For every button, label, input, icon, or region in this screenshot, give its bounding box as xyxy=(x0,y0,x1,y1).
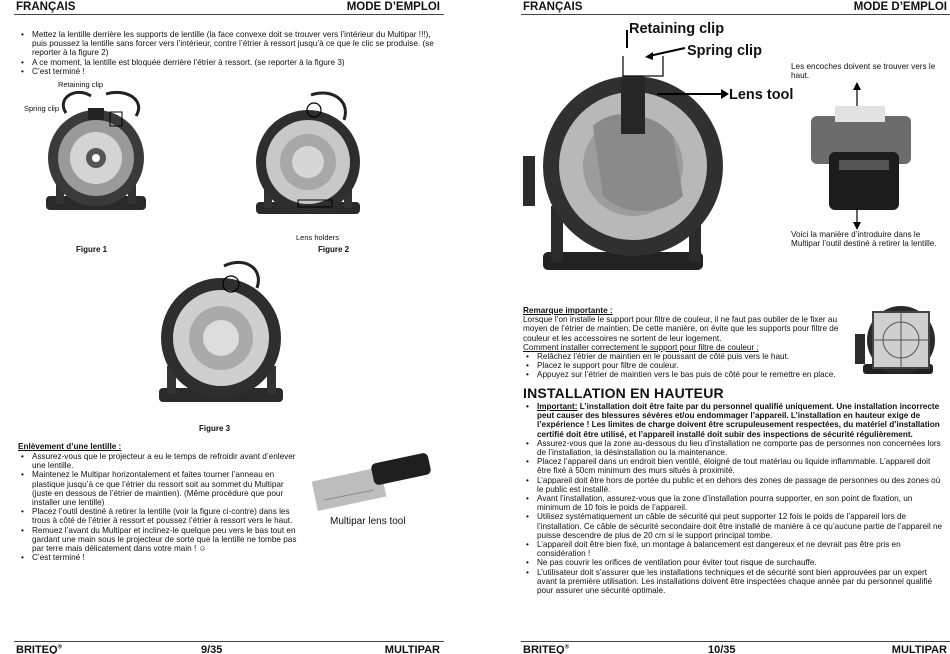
notch-note: Les encoches doivent se trouver vers le haut. xyxy=(791,62,936,81)
filter-title: Comment installer correctement le support pour filtre de couleur : xyxy=(523,342,759,352)
list-item: • Placez l’outil destiné à retirer la lentille (voir la figure ci-contre) dans les trous à côté de l’étrier à ressort et poussez l’étrier à ressort vers le haut. xyxy=(18,507,303,525)
footer-model: MULTIPAR xyxy=(384,644,440,654)
section-title-installation: INSTALLATION EN HAUTEUR xyxy=(523,385,724,401)
list-item: • Utilisez systématiquement un câble de sécurité qui peut supporter 12 fois le poids de l’appareil lors de l’installation. Ce câble de sécurité secondaire doit être installé de manière à ce qu’aucune partie de l’appareil ne puisse descendre de plus de 20 cm si le support principal tombe. xyxy=(523,512,943,540)
figure1-caption: Figure 1 xyxy=(76,245,108,254)
list-item: • L’appareil doit être bien fixé, un montage à balancement est dangereux et ne devrait pas être pris en considération ! xyxy=(523,540,943,558)
list-item: • Appuyez sur l’étrier de maintien vers le bas puis de côté pour le remettre en place. xyxy=(523,370,845,379)
list-item: • Mettez la lentille derrière les supports de lentille (la face convexe doit se trouver vers l’intérieur du Multipar !!!), puis poussez la lentille sans forcer vers l’intérieur, contre l’étrier à ressort jusqu’à ce que le clic se produise. (se reporter à la figure 2) xyxy=(18,30,436,58)
footer-page-number: 9/35 xyxy=(201,644,223,654)
list-item: • Remuez l’avant du Multipar et inclinez-le quelque peu vers le bas tout en gardant une main sous le projecteur de sorte que la lentille ne tombe pas par terre mais délicatement dans votre main ! ☺ xyxy=(18,526,303,554)
list-item: • Avant l’installation, assurez-vous que la zone d’installation pourra supporter, en son point de fixation, un minimum de 10 fois le poids de l’appareil. xyxy=(523,494,943,512)
figure2-caption: Figure 2 xyxy=(318,245,350,254)
list-item: • L’appareil doit être hors de portée du public et en dehors des zones de passage de personnes ou des zones où le public est installé. xyxy=(523,476,943,494)
insertion-note: Voici la manière d’introduire dans le Multipar l’outil destiné à retirer la lentille. xyxy=(791,230,937,249)
remark-block xyxy=(523,306,845,380)
important-label: Important: xyxy=(537,402,578,411)
label-multipar-lens-tool: Multipar lens tool xyxy=(330,516,406,527)
figure3-caption: Figure 3 xyxy=(199,424,231,433)
list-item: • A ce moment, la lentille est bloquée derrière l’étrier à ressort. (se reporter à la figure 3) xyxy=(18,58,436,67)
list-item: • C’est terminé ! xyxy=(18,67,436,76)
header-language: FRANÇAIS xyxy=(523,1,583,13)
list-item: • Maintenez le Multipar horizontalement et faites tourner l’anneau en plastique jusqu’à ce que l’étrier du ressort soit au sommet du Multipar (juste en dessous de l’étrier de maintien). (Même procédure que pour installer une lentille) xyxy=(18,470,303,507)
footer-page-number: 10/35 xyxy=(708,644,736,654)
label-spring-clip: Spring clip xyxy=(687,43,762,59)
remark-title: Remarque importante : xyxy=(523,306,613,315)
label-lens-tool: Lens tool xyxy=(729,87,794,103)
label-retaining-clip: Retaining clip xyxy=(58,80,104,89)
page-header xyxy=(521,0,950,15)
header-title: MODE D’EMPLOI xyxy=(346,1,440,13)
color-filter-holder-photo xyxy=(853,302,945,388)
figure2-lamp-photo xyxy=(236,90,376,230)
removal-list xyxy=(18,452,303,562)
page-header xyxy=(14,0,444,15)
removal-title: Enlèvement d’une lentille : xyxy=(18,442,122,451)
list-item-important xyxy=(523,402,943,439)
label-retaining-clip: Retaining clip xyxy=(629,21,725,37)
header-language: FRANÇAIS xyxy=(16,1,76,13)
remark-text: Lorsque l’on installe le support pour filtre de couleur, il ne faut pas oublier de le fixer au moyen de l’étrier de maintien. De cette manière, on évite que les supports pour filtre de couleur et les accessoires ne sortent de leur logement. xyxy=(523,315,839,343)
right-page xyxy=(521,0,950,654)
intro-list xyxy=(18,30,436,76)
filter-list xyxy=(523,352,845,380)
important-text: L’installation doit être faite par du personnel qualifié uniquement. Une installation incorrecte peut causer des blessures sévères et/ou endommager l’appareil. L’installation en hauteur exige de l’expérience ! Les limites de charge doivent être scrupuleusement respectées, du matériel d’installation certifié doit être utilisé, et l’appareil installé doit subir des inspections de sécurité régulièrement. xyxy=(537,402,940,439)
list-item: • C’est terminé ! xyxy=(18,553,303,562)
header-title: MODE D’EMPLOI xyxy=(853,1,947,13)
list-item: • Relâchez l’étrier de maintien en le poussant de côté puis vers le haut. xyxy=(523,352,845,361)
installation-list xyxy=(523,402,943,595)
lens-tool-detail-photo xyxy=(807,82,927,232)
list-item: • Assurez-vous que la zone au-dessous du lieu d’installation ne comporte pas de personnes non concernées lors de l’installation, la désinstallation ou la maintenance. xyxy=(523,439,943,457)
label-spring-clip: Spring clip xyxy=(24,104,60,113)
list-item: • Placez le support pour filtre de couleur. xyxy=(523,361,845,370)
list-item: • Placez l’appareil dans un endroit bien ventilé, éloigné de tout matériau ou liquide inflammable. L’appareil doit être fixé à 50cm minimum des murs situés à proximité. xyxy=(523,457,943,475)
list-item: • L’utilisateur doit s’assurer que les installations techniques et de sécurité sont bien approuvées par un expert avant la première utilisation. Les installations doivent être inspectées chaque année par du personnel qualifié pour assurer une sécurité optimale. xyxy=(523,568,943,596)
page-footer xyxy=(14,641,444,654)
left-page xyxy=(14,0,444,654)
lens-tool-photo xyxy=(304,452,436,514)
label-lens-holders: Lens holders xyxy=(296,233,339,242)
footer-brand: BRITEQ® xyxy=(16,644,62,654)
footer-model: MULTIPAR xyxy=(891,644,947,654)
callout-arrows xyxy=(617,26,745,100)
page-footer xyxy=(521,641,950,654)
footer-brand: BRITEQ® xyxy=(523,644,569,654)
list-item: • Assurez-vous que le projecteur a eu le temps de refroidir avant d’enlever une lentille. xyxy=(18,452,303,470)
figure3-lamp-photo xyxy=(139,258,299,418)
list-item: • Ne pas couvrir les orifices de ventilation pour éviter tout risque de surchauffe. xyxy=(523,558,943,567)
